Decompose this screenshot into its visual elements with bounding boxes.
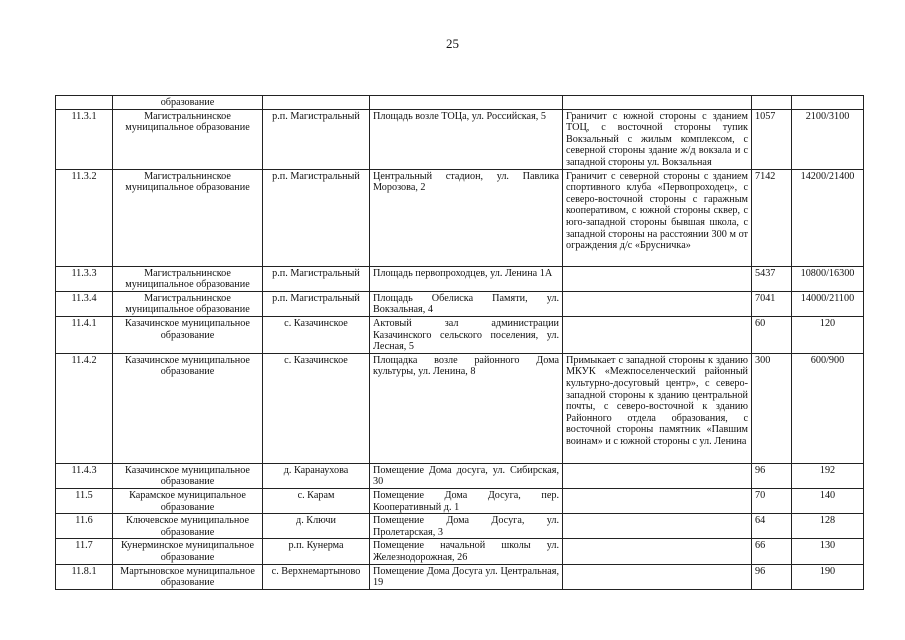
cell-settlement: с. Верхнемартыново [263, 564, 370, 589]
cell-value-b: 14200/21400 [792, 169, 864, 266]
cell-number: 11.5 [56, 488, 113, 513]
table-row [56, 539, 864, 564]
cell-number: 11.4.3 [56, 463, 113, 488]
cell-value-a: 300 [752, 353, 792, 463]
cell-settlement: д. Ключи [263, 514, 370, 539]
cell-value-a: 70 [752, 488, 792, 513]
table-row [56, 96, 864, 110]
cell-location: Актовый зал администрации Казачинского сельского поселения, ул. Лесная, 5 [370, 316, 563, 353]
table-row [56, 316, 864, 353]
cell-municipality: Магистральнинское муниципальное образование [113, 169, 263, 266]
cell-value-a: 66 [752, 539, 792, 564]
cell-value-b: 130 [792, 539, 864, 564]
cell-boundary-description [563, 514, 752, 539]
cell-municipality: Карамское муниципальное образование [113, 488, 263, 513]
cell-boundary-description: Граничит с северной стороны с зданием спортивного клуба «Первопроходец», с северо-восточной стороны с гаражным кооперативом, с южной стороны сквер, с юго-западной стороны бывшая школа, с западной стороны на расстоянии 300 м от ограждения д/с «Брусничка» [563, 169, 752, 266]
cell-value-b: 120 [792, 316, 864, 353]
cell-number: 11.3.1 [56, 109, 113, 169]
table-row [56, 291, 864, 316]
cell-settlement: р.п. Кунерма [263, 539, 370, 564]
cell-number: 11.6 [56, 514, 113, 539]
cell-settlement: д. Каранаухова [263, 463, 370, 488]
table-row [56, 266, 864, 291]
cell-value-b: 14000/21100 [792, 291, 864, 316]
table-body [56, 96, 864, 590]
cell-boundary-description [563, 488, 752, 513]
cell-value-a: 7041 [752, 291, 792, 316]
cell-number: 11.3.2 [56, 169, 113, 266]
cell-settlement: с. Карам [263, 488, 370, 513]
cell-settlement: р.п. Магистральный [263, 266, 370, 291]
cell-value-a: 5437 [752, 266, 792, 291]
cell-settlement [263, 96, 370, 110]
cell-location: Помещение Дома Досуга, пер. Кооперативный д. 1 [370, 488, 563, 513]
cell-value-b: 2100/3100 [792, 109, 864, 169]
cell-location: Площадь первопроходцев, ул. Ленина 1А [370, 266, 563, 291]
cell-municipality: Казачинское муниципальное образование [113, 463, 263, 488]
cell-value-a: 64 [752, 514, 792, 539]
cell-boundary-description [563, 539, 752, 564]
cell-boundary-description: Граничит с южной стороны с зданием ТОЦ, с восточной стороны тупик Вокзальный с жилым комплексом, с северной стороны здание ж/д вокзала и с западной стороны ул. Вокзальная [563, 109, 752, 169]
cell-boundary-description [563, 564, 752, 589]
cell-value-a: 96 [752, 564, 792, 589]
cell-settlement: р.п. Магистральный [263, 291, 370, 316]
cell-location: Центральный стадион, ул. Павлика Морозова, 2 [370, 169, 563, 266]
cell-municipality: Казачинское муниципальное образование [113, 316, 263, 353]
cell-location: Помещение Дома Досуга, ул. Пролетарская, 3 [370, 514, 563, 539]
cell-value-b: 128 [792, 514, 864, 539]
table-row [56, 463, 864, 488]
cell-boundary-description [563, 291, 752, 316]
cell-location: Площадь возле ТОЦа, ул. Российская, 5 [370, 109, 563, 169]
cell-location: Помещение начальной школы ул. Железнодорожная, 26 [370, 539, 563, 564]
cell-municipality: Казачинское муниципальное образование [113, 353, 263, 463]
cell-boundary-description: Примыкает с западной стороны к зданию МКУК «Межпоселенческий районный культурно-досуговый центр», с северо-западной стороны к зданию центральной почты, с северо-восточной к зданию Районного отдела образования, с восточной стороны памятник «Павшим воинам» и с южной стороны с ул. Ленина [563, 353, 752, 463]
cell-location [370, 96, 563, 110]
table-row [56, 514, 864, 539]
cell-location: Помещение Дома Досуга ул. Центральная, 19 [370, 564, 563, 589]
cell-municipality: образование [113, 96, 263, 110]
cell-boundary-description [563, 96, 752, 110]
cell-municipality: Магистральнинское муниципальное образование [113, 266, 263, 291]
cell-number: 11.4.2 [56, 353, 113, 463]
cell-value-a: 96 [752, 463, 792, 488]
cell-value-a: 1057 [752, 109, 792, 169]
cell-location: Помещение Дома досуга, ул. Сибирская, 30 [370, 463, 563, 488]
cell-value-a: 60 [752, 316, 792, 353]
cell-value-b: 192 [792, 463, 864, 488]
cell-number: 11.3.3 [56, 266, 113, 291]
cell-value-a [752, 96, 792, 110]
cell-value-b: 190 [792, 564, 864, 589]
cell-settlement: с. Казачинское [263, 316, 370, 353]
cell-number: 11.7 [56, 539, 113, 564]
cell-boundary-description [563, 316, 752, 353]
table-row [56, 109, 864, 169]
cell-settlement: р.п. Магистральный [263, 109, 370, 169]
cell-value-b [792, 96, 864, 110]
table-row [56, 488, 864, 513]
cell-value-a: 7142 [752, 169, 792, 266]
cell-number [56, 96, 113, 110]
table-row [56, 169, 864, 266]
table-row [56, 353, 864, 463]
cell-location: Площадь Обелиска Памяти, ул. Вокзальная, 4 [370, 291, 563, 316]
cell-settlement: с. Казачинское [263, 353, 370, 463]
cell-value-b: 10800/16300 [792, 266, 864, 291]
cell-municipality: Магистральнинское муниципальное образование [113, 109, 263, 169]
cell-value-b: 140 [792, 488, 864, 513]
cell-number: 11.3.4 [56, 291, 113, 316]
cell-municipality: Мартыновское муниципальное образование [113, 564, 263, 589]
cell-settlement: р.п. Магистральный [263, 169, 370, 266]
cell-number: 11.8.1 [56, 564, 113, 589]
page-number: 25 [446, 36, 459, 51]
cell-number: 11.4.1 [56, 316, 113, 353]
cell-location: Площадка возле районного Дома культуры, ул. Ленина, 8 [370, 353, 563, 463]
venues-table [55, 95, 864, 590]
table-row [56, 564, 864, 589]
cell-boundary-description [563, 463, 752, 488]
cell-value-b: 600/900 [792, 353, 864, 463]
cell-municipality: Ключевское муниципальное образование [113, 514, 263, 539]
cell-municipality: Кунерминское муниципальное образование [113, 539, 263, 564]
cell-boundary-description [563, 266, 752, 291]
cell-municipality: Магистральнинское муниципальное образование [113, 291, 263, 316]
